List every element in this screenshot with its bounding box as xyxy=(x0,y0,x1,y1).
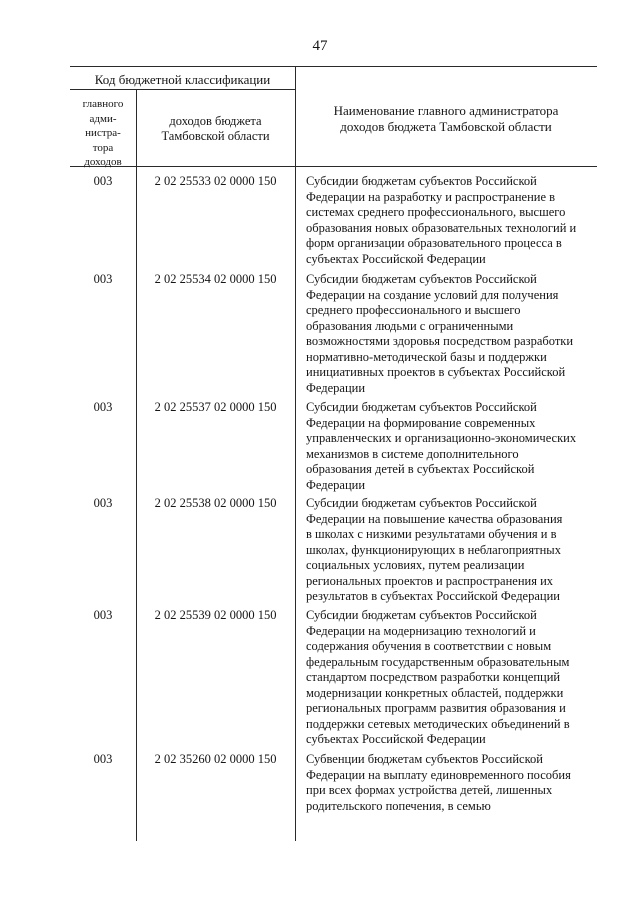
text-line: Федерации на формирование современных xyxy=(306,415,536,430)
administrator-name-cell xyxy=(306,174,596,267)
text-line: Федерации на повышение качества образования xyxy=(306,511,563,526)
header-main-administrator xyxy=(70,97,136,170)
text-line: родительского попечения, в семью xyxy=(306,798,491,813)
admin-code-cell: 003 xyxy=(93,496,113,510)
admin-code-cell: 003 xyxy=(93,752,113,766)
text-line: модернизации конкретных областей, поддержки xyxy=(306,685,564,700)
text-line: результатов в субъектах Российской Федерации xyxy=(306,589,560,603)
text-line: социальных условиях, путем реализации xyxy=(306,558,525,572)
text-line: главного адми- xyxy=(82,98,124,125)
text-line: нормативно-методической базы и поддержки xyxy=(306,349,547,364)
text-line: Федерации на разработку и распространение в xyxy=(306,189,556,204)
income-code-cell: 2 02 25534 02 0000 150 xyxy=(154,272,277,286)
income-code-cell: 2 02 25537 02 0000 150 xyxy=(154,400,277,414)
page-number: 47 xyxy=(312,38,328,54)
text-line: Субсидии бюджетам субъектов Российской xyxy=(306,272,537,286)
text-line: региональных программ развития образования и xyxy=(306,701,566,715)
administrator-name-cell xyxy=(306,752,596,814)
text-line: Наименование главного администратора xyxy=(333,103,559,118)
text-line: региональных проектов и распространения их xyxy=(306,573,554,588)
income-code-cell: 2 02 25538 02 0000 150 xyxy=(154,496,277,510)
text-line: доходов бюджета xyxy=(169,114,262,128)
text-line: Тамбовской области xyxy=(161,129,270,143)
text-line: форм организации образовательного процесса в xyxy=(306,236,562,250)
header-budget-income xyxy=(136,114,295,144)
text-line: в школах с низкими результатами обучения и в xyxy=(306,527,557,541)
administrator-name-cell xyxy=(306,496,596,605)
text-line: Федерации xyxy=(306,477,366,492)
admin-code-cell: 003 xyxy=(93,174,113,188)
admin-code-cell: 003 xyxy=(93,608,113,622)
column-divider-admin xyxy=(136,89,137,841)
text-line: возможностями здоровья посредством разработки xyxy=(306,334,574,348)
text-line: доходов бюджета Тамбовской области xyxy=(340,119,552,134)
text-line: образования детей в субъектах Российской xyxy=(306,462,535,476)
administrator-name-cell xyxy=(306,400,596,493)
admin-code-cell: 003 xyxy=(93,400,113,414)
text-line: нистра- xyxy=(85,127,121,139)
text-line: образования новых образовательных технологий и xyxy=(306,220,577,235)
text-line: образования людьми с ограниченными xyxy=(306,318,514,333)
text-line: при всех формах устройства детей, лишенных xyxy=(306,783,553,797)
text-line: Субсидии бюджетам субъектов Российской xyxy=(306,174,537,188)
administrator-name-cell xyxy=(306,272,596,396)
text-line: среднего профессионального и высшего xyxy=(306,303,521,317)
text-line: Субсидии бюджетам субъектов Российской xyxy=(306,400,537,414)
header-administrator-name xyxy=(295,103,597,135)
income-code-cell: 2 02 25533 02 0000 150 xyxy=(154,174,277,188)
header-bottom-border xyxy=(70,166,597,167)
text-line: тора xyxy=(92,141,114,154)
group-header-underline xyxy=(70,89,295,90)
text-line: школах, функционирующих в неблагоприятных xyxy=(306,542,561,557)
table-top-border xyxy=(70,66,597,67)
text-line: стандартом посредством разработки концепций xyxy=(306,670,561,684)
column-divider-code xyxy=(295,66,296,841)
header-budget-classification-code: Код бюджетной классификации xyxy=(94,72,271,87)
text-line: инициативных проектов в субъектах Российской xyxy=(306,365,566,379)
text-line: доходов xyxy=(84,156,122,168)
text-line: федеральным государственным образовательным xyxy=(306,654,570,669)
income-code-cell: 2 02 25539 02 0000 150 xyxy=(154,608,277,622)
text-line: Субсидии бюджетам субъектов Российской xyxy=(306,608,537,622)
text-line: содержания обучения в соответствии с новым xyxy=(306,639,552,653)
text-line: Субвенции бюджетам субъектов Российской xyxy=(306,752,543,766)
text-line: Федерации на модернизацию технологий и xyxy=(306,623,536,638)
text-line: механизмов в системе дополнительного xyxy=(306,446,519,461)
text-line: поддержки сетевых методических объединений в xyxy=(306,716,570,731)
text-line: субъектах Российской Федерации xyxy=(306,732,486,746)
text-line: Федерации xyxy=(306,380,366,395)
text-line: Федерации на выплату единовременного пособия xyxy=(306,767,571,782)
text-line: системах среднего профессионального, высшего xyxy=(306,205,566,219)
administrator-name-cell xyxy=(306,608,596,748)
admin-code-cell: 003 xyxy=(93,272,113,286)
text-line: Субсидии бюджетам субъектов Российской xyxy=(306,496,537,510)
income-code-cell: 2 02 35260 02 0000 150 xyxy=(154,752,277,766)
text-line: субъектах Российской Федерации xyxy=(306,251,486,266)
text-line: Федерации на создание условий для получения xyxy=(306,287,559,302)
text-line: управленческих и организационно-экономических xyxy=(306,431,577,445)
